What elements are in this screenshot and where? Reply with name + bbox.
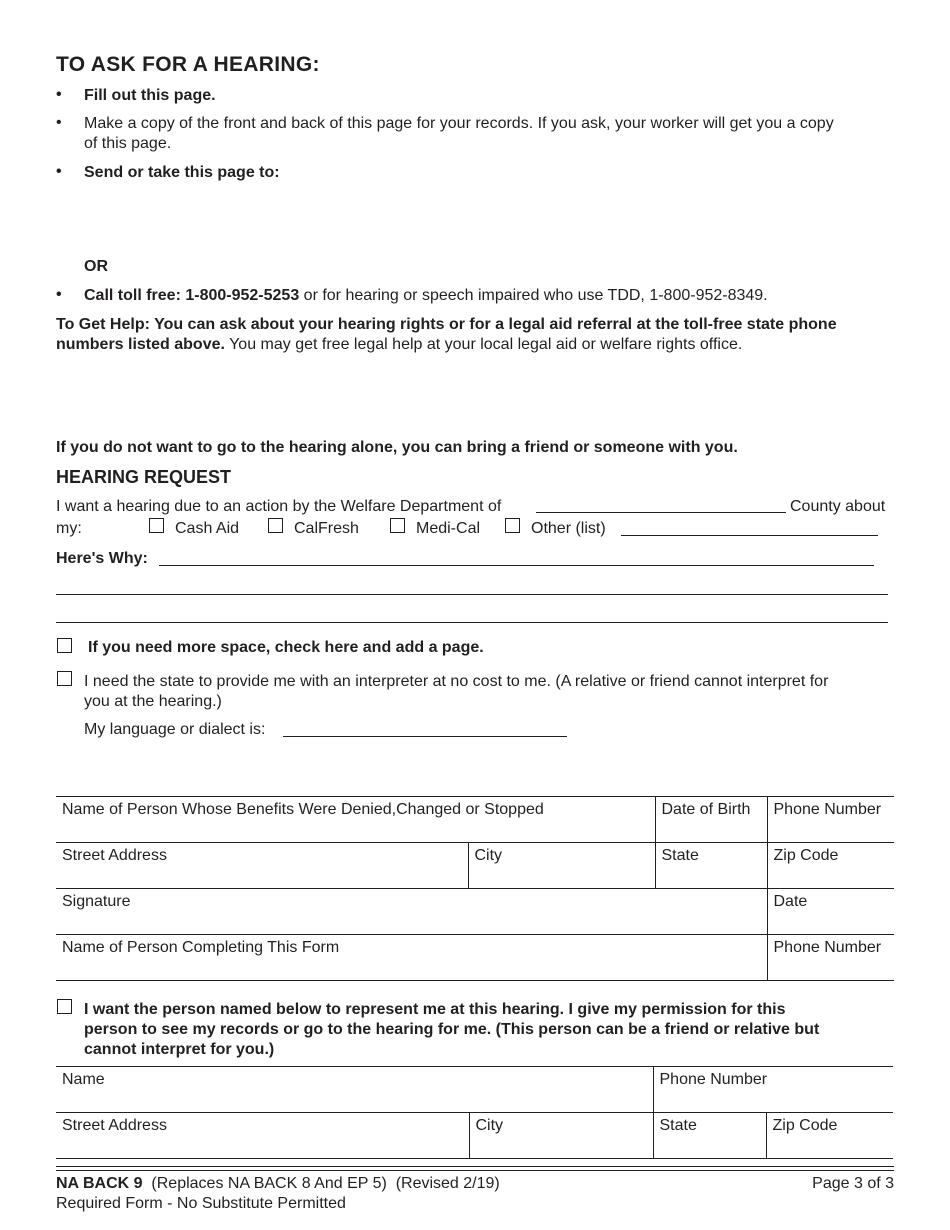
page-title: TO ASK FOR A HEARING: — [56, 53, 320, 76]
make-copy-instruction: Make a copy of the front and back of this page for your records. If you ask, your worker will get you a copy — [84, 115, 834, 132]
call-rest: or for hearing or speech impaired who use TDD, 1-800-952-8349. — [299, 287, 768, 304]
required-form-note: Required Form - No Substitute Permitted — [56, 1195, 346, 1212]
bullet-icon: • — [56, 163, 62, 180]
heres-why-label: Here's Why: — [56, 550, 148, 567]
rep-phone-field[interactable]: Phone Number — [653, 1067, 893, 1113]
other-checkbox[interactable] — [505, 518, 520, 533]
representative-checkbox[interactable] — [57, 999, 72, 1014]
county-line-prefix: I want a hearing due to an action by the Welfare Department of — [56, 498, 502, 515]
call-label: Call toll free: 1-800-952-5253 — [84, 287, 300, 304]
representative-text-line1: I want the person named below to represent me at this hearing. I give my permission for this — [84, 1001, 786, 1018]
footer-divider — [56, 1170, 894, 1171]
form-revision: (Replaces NA BACK 8 And EP 5) (Revised 2/19) — [142, 1175, 500, 1192]
hearing-request-title: HEARING REQUEST — [56, 467, 232, 487]
help-rest: You may get free legal help at your local legal aid or welfare rights office. — [224, 336, 743, 353]
my-label: my: — [56, 520, 82, 537]
table-row — [56, 797, 894, 843]
county-line-suffix: County about — [790, 498, 886, 515]
rep-name-field[interactable]: Name — [56, 1067, 653, 1113]
table-row — [56, 843, 894, 889]
more-space-checkbox[interactable] — [57, 638, 72, 653]
call-instruction — [84, 286, 768, 306]
zip-field[interactable]: Zip Code — [767, 843, 894, 889]
bullet-icon: • — [56, 286, 62, 303]
table-row — [56, 1113, 893, 1159]
reason-input-line2[interactable] — [56, 594, 888, 595]
rep-zip-field[interactable]: Zip Code — [766, 1113, 893, 1159]
city-field[interactable]: City — [468, 843, 655, 889]
rep-state-field[interactable]: State — [653, 1113, 766, 1159]
form-number: NA BACK 9 — [56, 1175, 143, 1192]
friend-note: If you do not want to go to the hearing alone, you can bring a friend or someone with you. — [56, 439, 738, 456]
dob-field[interactable]: Date of Birth — [655, 797, 767, 843]
interpreter-label-line1: I need the state to provide me with an interpreter at no cost to me. (A relative or friend cannot interpret for — [84, 673, 829, 690]
help-text-line2 — [56, 335, 742, 355]
claimant-info-table — [56, 796, 894, 981]
bullet-icon: • — [56, 86, 62, 103]
completer-phone-field[interactable]: Phone Number — [767, 935, 894, 981]
state-field[interactable]: State — [655, 843, 767, 889]
street-field[interactable]: Street Address — [56, 843, 468, 889]
footer-divider — [56, 1166, 894, 1167]
interpreter-checkbox[interactable] — [57, 671, 72, 686]
county-input[interactable] — [536, 512, 786, 513]
help-text-line1: To Get Help: You can ask about your hearing rights or for a legal aid referral at the toll-free state phone — [56, 316, 837, 333]
calfresh-label: CalFresh — [294, 520, 359, 537]
medi-cal-label: Medi-Cal — [416, 520, 481, 537]
language-label: My language or dialect is: — [84, 721, 266, 738]
calfresh-checkbox[interactable] — [268, 518, 283, 533]
or-label: OR — [84, 258, 108, 275]
date-field[interactable]: Date — [767, 889, 894, 935]
table-row — [56, 935, 894, 981]
person-name-field[interactable]: Name of Person Whose Benefits Were Denied,Changed or Stopped — [56, 797, 655, 843]
phone-field[interactable]: Phone Number — [767, 797, 894, 843]
more-space-label: If you need more space, check here and add a page. — [88, 639, 484, 656]
language-input[interactable] — [283, 736, 567, 737]
form-id — [56, 1174, 500, 1194]
send-instruction: Send or take this page to: — [84, 164, 280, 181]
page-number: Page 3 of 3 — [812, 1175, 894, 1192]
other-label: Other (list) — [531, 520, 606, 537]
cash-aid-label: Cash Aid — [175, 520, 240, 537]
completer-name-field[interactable]: Name of Person Completing This Form — [56, 935, 767, 981]
representative-text-line2: person to see my records or go to the hearing for me. (This person can be a friend or relative but — [84, 1021, 820, 1038]
bullet-icon: • — [56, 114, 62, 131]
table-row — [56, 889, 894, 935]
cash-aid-checkbox[interactable] — [149, 518, 164, 533]
help-bold: numbers listed above. — [56, 336, 225, 353]
representative-text-line3: cannot interpret for you.) — [84, 1041, 275, 1058]
make-copy-instruction-cont: of this page. — [84, 135, 172, 152]
signature-field[interactable]: Signature — [56, 889, 767, 935]
representative-table — [56, 1066, 893, 1159]
rep-city-field[interactable]: City — [469, 1113, 653, 1159]
table-row — [56, 1067, 893, 1113]
reason-input-line3[interactable] — [56, 622, 888, 623]
reason-input-line1[interactable] — [159, 565, 874, 566]
other-input[interactable] — [621, 535, 878, 536]
interpreter-label-line2: you at the hearing.) — [84, 693, 222, 710]
rep-street-field[interactable]: Street Address — [56, 1113, 469, 1159]
medi-cal-checkbox[interactable] — [390, 518, 405, 533]
fill-out-instruction: Fill out this page. — [84, 87, 216, 104]
